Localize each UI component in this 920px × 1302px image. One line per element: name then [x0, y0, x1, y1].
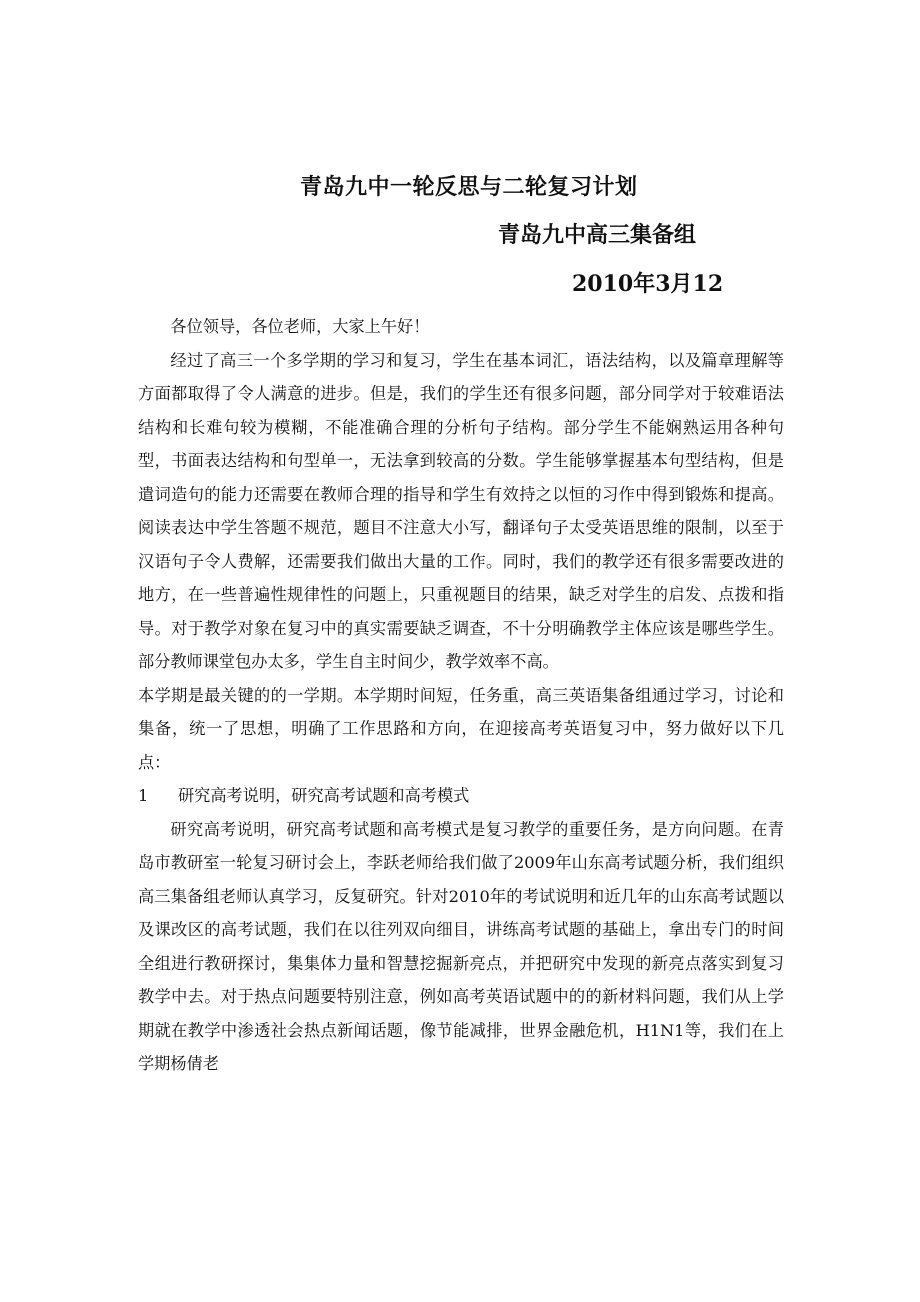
- document-date: 2010年3月12: [572, 271, 724, 297]
- greeting-paragraph: 各位领导，各位老师，大家上午好！: [170, 317, 430, 336]
- reflection-paragraph: 经过了高三一个多学期的学习和复习，学生在基本词汇，语法结构，以及篇章理解等方面都取得了令人满意的进步。但是，我们的学生还有很多问题，部分同学对于较难语法结构和长难句较为模糊，不能准确合理的分析句子结构。部分学生不能娴熟运用各种句型，书面表达结构和句型单一，无法拿到较高的分数。学生能够掌握基本句型结构，但是遣词造句的能力还需要在教师合理的指导和学生有效持之以恒的习作中得到锻炼和提高。阅读表达中学生答题不规范，题目不注意大小写，翻译句子太受英语思维的限制，以至于汉语句子令人费解，还需要我们做出大量的工作。同时，我们的教学还有很多需要改进的地方，在一些普遍性规律性的问题上，只重视题目的结果，缺乏对学生的启发、点拨和指导。对于教学对象在复习中的真实需要缺乏调查，不十分明确教学主体应该是哪些学生。部分教师课堂包办太多，学生自主时间少，教学效率不高。: [138, 350, 784, 671]
- section-number: 1: [138, 786, 149, 805]
- research-paragraph: 研究高考说明，研究高考试题和高考模式是复习教学的重要任务，是方向问题。在青岛市教研室一轮复习研讨会上，李跃老师给我们做了2009年山东高考试题分析，我们组织高三集备组老师认真学习，反复研究。针对2010年的考试说明和近几年的山东高考试题以及课改区的高考试题，我们在以往列双向细目，讲练高考试题的基础上，拿出专门的时间全组进行教研探讨，集集体力量和智慧挖掘新亮点，并把研究中发现的新亮点落实到复习教学中去。对于热点问题要特别注意，例如高考英语试题中的的新材料问题，我们从上学期就在教学中渗透社会热点新闻话题，像节能减排，世界金融危机，H1N1等，我们在上学期杨倩老: [138, 819, 784, 1073]
- semester-paragraph: 本学期是最关键的的一学期。本学期时间短，任务重，高三英语集备组通过学习，讨论和集备，统一了思想，明确了工作思路和方向，在迎接高考英语复习中，努力做好以下几点：: [138, 685, 784, 772]
- document-body: [138, 310, 784, 1081]
- section-heading-1: [138, 779, 784, 813]
- section-heading-text: 研究高考说明，研究高考试题和高考模式: [178, 786, 470, 805]
- document-subtitle: 青岛九中高三集备组: [498, 222, 697, 248]
- document-title: 青岛九中一轮反思与二轮复习计划: [300, 174, 638, 200]
